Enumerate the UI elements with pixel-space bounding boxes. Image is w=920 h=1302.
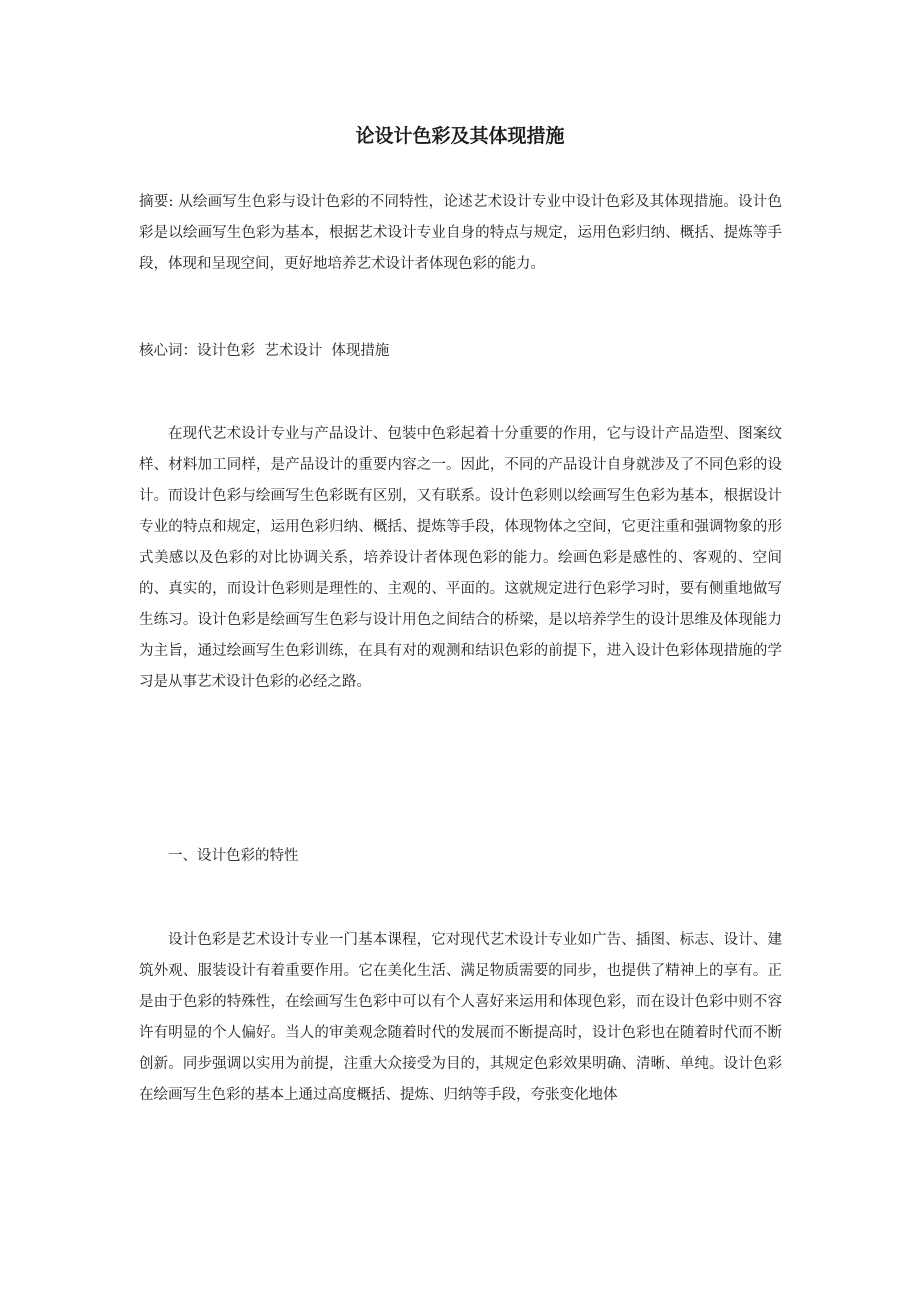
keywords-line: 核心词：设计色彩 艺术设计 体现措施 <box>139 343 390 359</box>
section-paragraph: 设计色彩是艺术设计专业一门基本课程，它对现代艺术设计专业如广告、插图、标志、设计、建筑外观、服装设计有着重要作用。它在美化生活、满足物质需要的同步，也提供了精神上的享有。正是由于色彩的特殊性，在绘画写生色彩中可以有个人喜好来运用和体现色彩，而在设计色彩中则不容许有明显的个人偏好。当人的审美观念随着时代的发展而不断提高时，设计色彩也在随着时代而不断创新。同步强调以实用为前提，注重大众接受为目的，其规定色彩效果明确、清晰、单纯。设计色彩在绘画写生色彩的基本上通过高度概括、提炼、归纳等手段，夸张变化地体 <box>139 932 782 1103</box>
intro-paragraph: 在现代艺术设计专业与产品设计、包装中色彩起着十分重要的作用，它与设计产品造型、图案纹样、材料加工同样，是产品设计的重要内容之一。因此，不同的产品设计自身就涉及了不同色彩的设计。而设计色彩与绘画写生色彩既有区别，又有联系。设计色彩则以绘画写生色彩为基本，根据设计专业的特点和规定，运用色彩归纳、概括、提炼等手段，体现物体之空间，它更注重和强调物象的形式美感以及色彩的对比协调关系，培养设计者体现色彩的能力。绘画色彩是感性的、客观的、空间的、真实的，而设计色彩则是理性的、主观的、平面的。这就规定进行色彩学习时，要有侧重地做写生练习。设计色彩是绘画写生色彩与设计用色之间结合的桥梁，是以培养学生的设计思维及体现能力为主旨，通过绘画写生色彩训练，在具有对的观测和结识色彩的前提下，进入设计色彩体现措施的学习是从事艺术设计色彩的必经之路。 <box>139 426 782 690</box>
section-heading: 一、设计色彩的特性 <box>168 848 299 864</box>
page-title: 论设计色彩及其体现措施 <box>355 125 565 147</box>
abstract-paragraph: 摘要: 从绘画写生色彩与设计色彩的不同特性，论述艺术设计专业中设计色彩及其体现措施。设计色彩是以绘画写生色彩为基本，根据艺术设计专业自身的特点与规定，运用色彩归纳、概括、提炼等手段，体现和呈现空间，更好地培养艺术设计者体现色彩的能力。 <box>139 194 782 272</box>
